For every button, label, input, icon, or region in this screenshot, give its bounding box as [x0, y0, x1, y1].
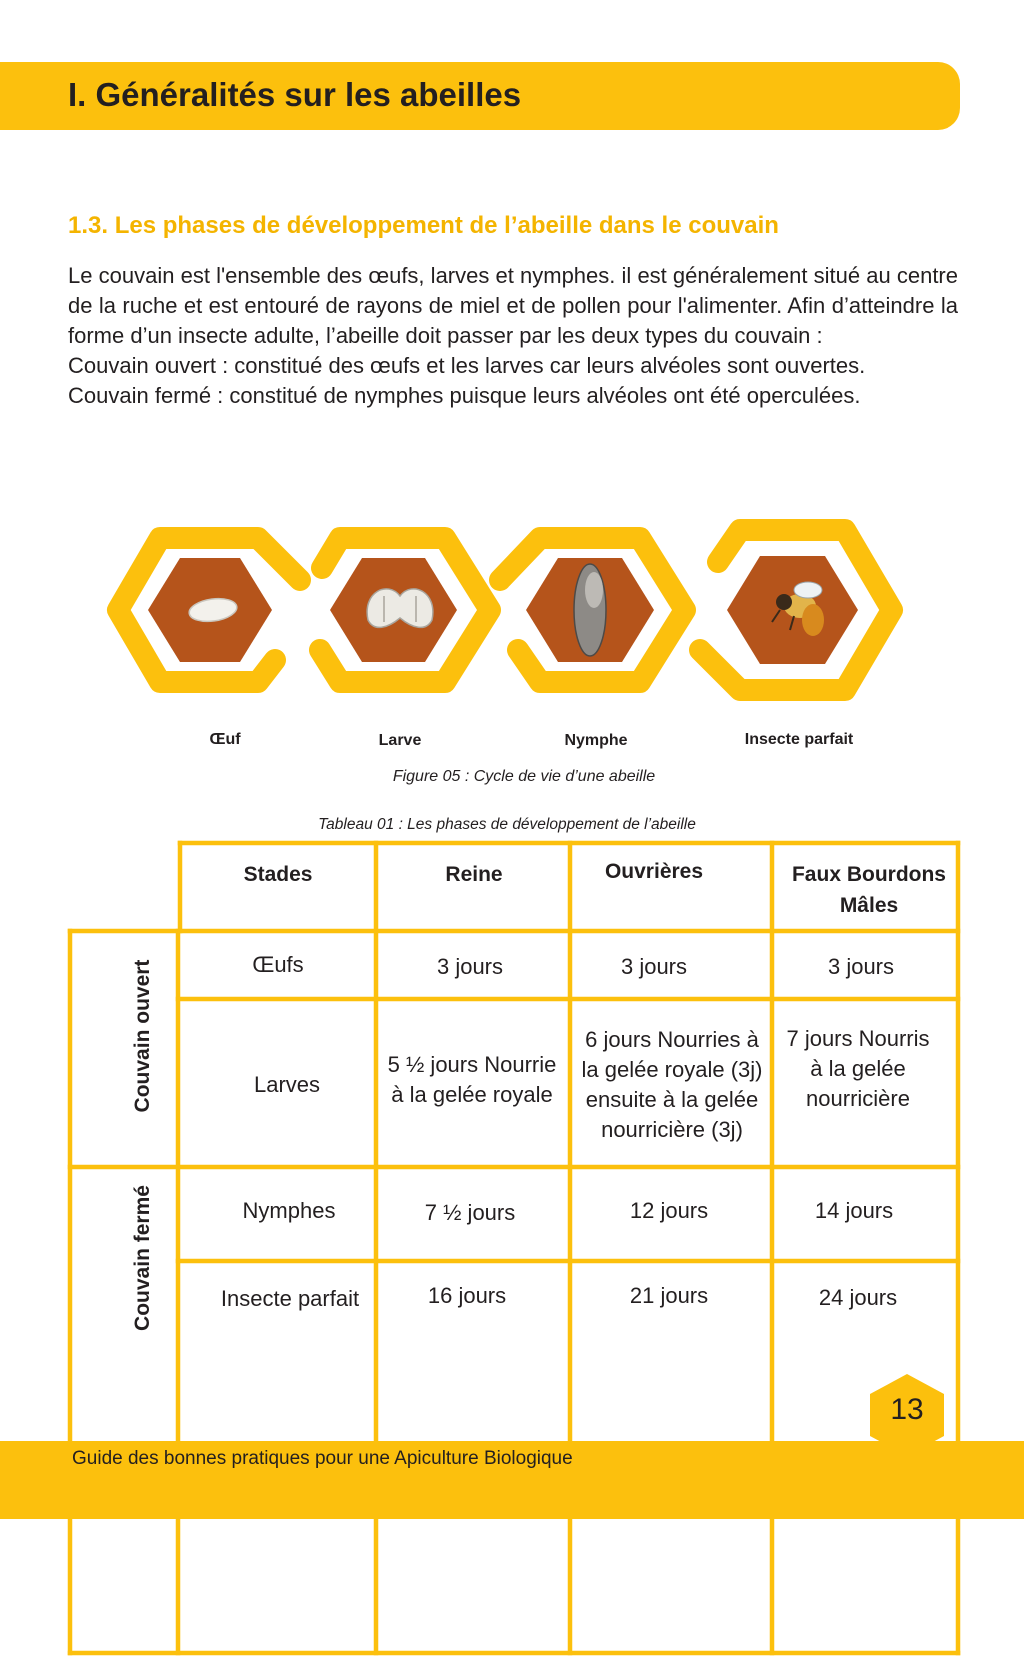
table-cell-stage: Nymphes: [242, 1198, 336, 1223]
stage-label-adult: Insecte parfait: [744, 731, 854, 748]
page-number: 13: [890, 1393, 924, 1426]
col-header-reine: Reine: [445, 863, 503, 886]
page-title: I. Généralités sur les abeilles: [68, 76, 522, 113]
table-cell-stage: Œufs: [252, 952, 304, 977]
col-header-ouvrieres: Ouvrières: [604, 860, 704, 883]
table-cell: 3 jours: [436, 954, 504, 979]
table-cell: 7 jours Nourris à la gelée nourricière: [786, 1026, 930, 1111]
group-label-couvain-ferme: Couvain fermé: [131, 1185, 154, 1331]
paragraph: Couvain fermé : constitué de nymphes puisque leurs alvéoles ont été operculées.: [68, 383, 861, 408]
body-text: [68, 261, 958, 411]
table-cell: 7 ½ jours: [424, 1200, 516, 1225]
pupa-icon: [574, 564, 606, 656]
table-cell-stage: Insecte parfait: [220, 1286, 360, 1311]
stage-label-egg: Œuf: [209, 731, 241, 748]
table-cell: 21 jours: [629, 1283, 709, 1308]
stage-label-nymph: Nymphe: [564, 732, 628, 749]
table-cell-stage: Larves: [253, 1072, 321, 1097]
table-cell: 14 jours: [814, 1198, 894, 1223]
table-cell: 16 jours: [427, 1283, 507, 1308]
footer-text: Guide des bonnes pratiques pour une Apiculture Biologique: [72, 1448, 573, 1469]
table-cell: 12 jours: [629, 1198, 709, 1223]
life-cycle-figure: [100, 510, 920, 720]
table-caption: Tableau 01 : Les phases de développement de l’abeille: [318, 816, 696, 833]
table-cell: 6 jours Nourries à la gelée royale (3j) ensuite à la gelée nourricière (3j): [581, 1027, 763, 1142]
paragraph: Couvain ouvert : constitué des œufs et les larves car leurs alvéoles sont ouvertes.: [68, 353, 866, 378]
section-title: 1.3. Les phases de développement de l’abeille dans le couvain: [68, 212, 779, 239]
stage-label-larva: Larve: [378, 732, 422, 749]
group-label-couvain-ouvert: Couvain ouvert: [131, 959, 154, 1113]
table-cell: 24 jours: [818, 1285, 898, 1310]
table-cell: 3 jours: [620, 954, 688, 979]
paragraph: Le couvain est l'ensemble des œufs, larves et nymphes. il est généralement situé au centre de la ruche et est entouré de rayons de miel et de pollen pour l'alimenter. Afin d’atteindre la forme d’un insecte adulte, l’abeille doit passer par les deux types du couvain :: [68, 263, 958, 348]
table-cell: 5 ½ jours Nourrie à la gelée royale: [387, 1052, 557, 1107]
figure-caption: Figure 05 : Cycle de vie d’une abeille: [392, 768, 656, 785]
table-cell: 3 jours: [827, 954, 895, 979]
col-header-stades: Stades: [243, 863, 313, 886]
col-header-faux-bourdons: Faux Bourdons Mâles: [791, 863, 946, 917]
